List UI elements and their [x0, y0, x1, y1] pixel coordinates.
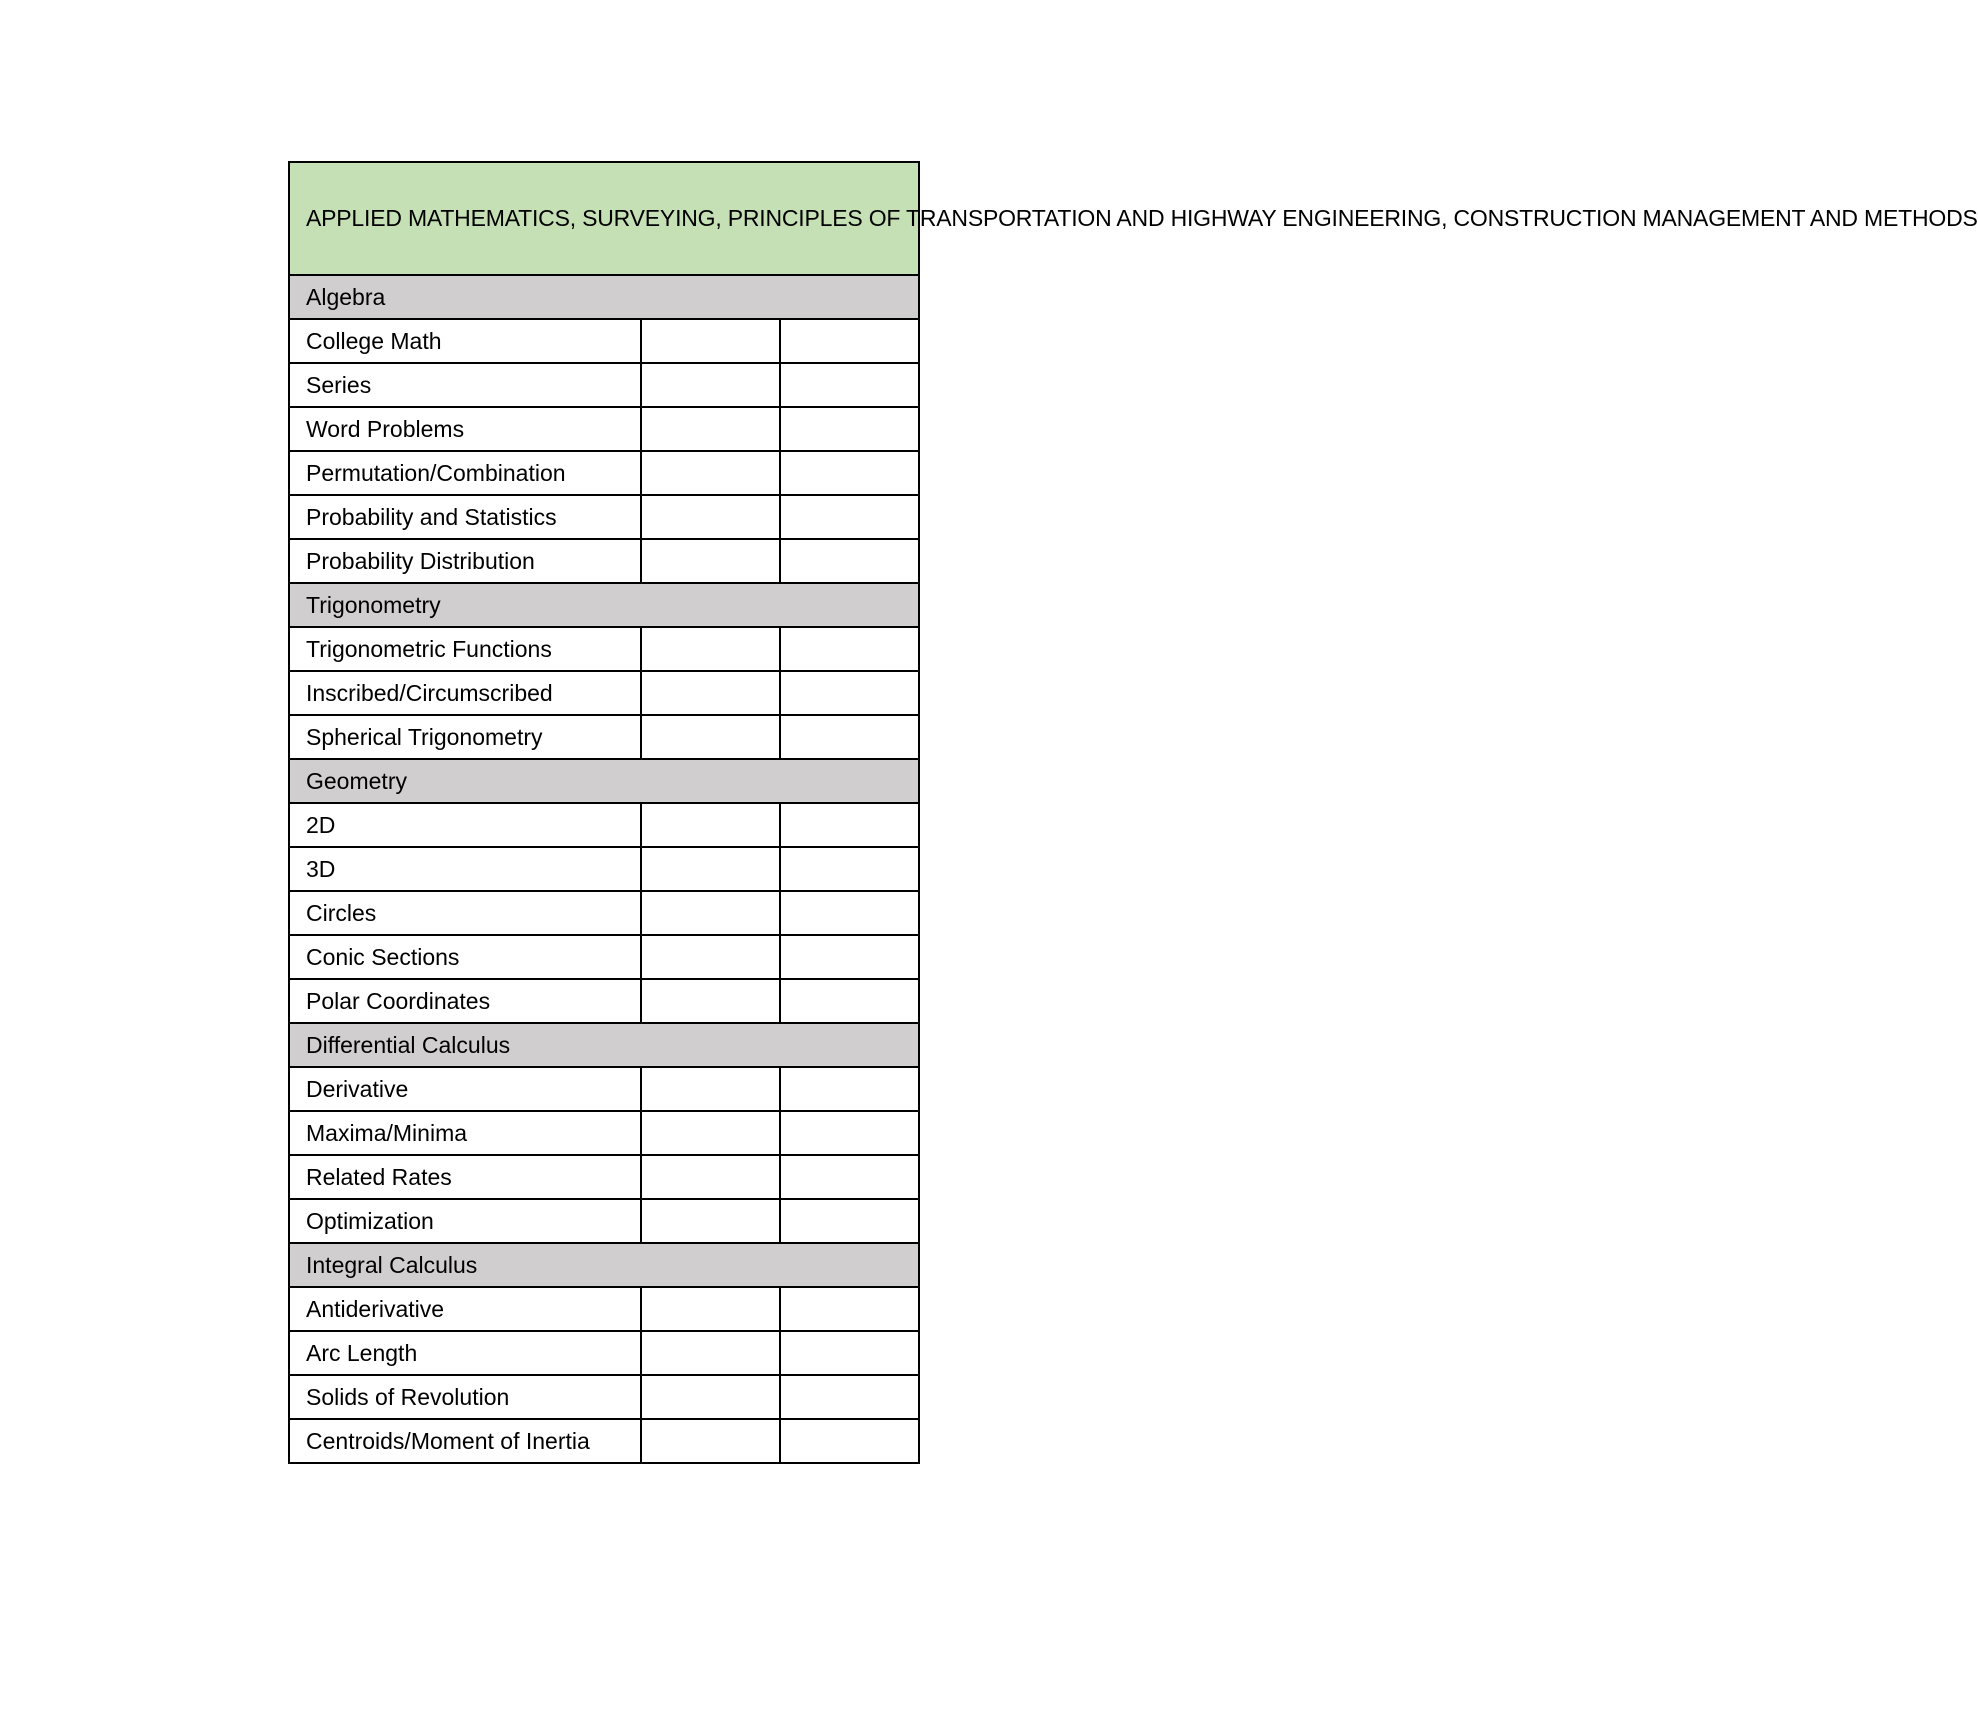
blank-cell-second	[780, 847, 919, 891]
topic-label: Trigonometric Functions	[289, 627, 641, 671]
topic-checklist-table	[288, 161, 1978, 1464]
blank-cell-first	[641, 1331, 780, 1375]
topic-row	[289, 891, 919, 935]
topic-label: 3D	[289, 847, 641, 891]
topic-label: Optimization	[289, 1199, 641, 1243]
topic-row	[289, 1331, 919, 1375]
blank-cell-first	[641, 715, 780, 759]
blank-cell-first	[641, 1419, 780, 1463]
topic-row	[289, 1199, 919, 1243]
blank-cell-first	[641, 803, 780, 847]
document-title: APPLIED MATHEMATICS, SURVEYING, PRINCIPLES OF TRANSPORTATION AND HIGHWAY ENGINEERING, CONSTRUCTION MANAGEMENT AND METHODS	[289, 162, 919, 275]
topic-label: Inscribed/Circumscribed	[289, 671, 641, 715]
blank-cell-second	[780, 407, 919, 451]
blank-cell-second	[780, 1287, 919, 1331]
topic-row	[289, 1287, 919, 1331]
topic-label: Permutation/Combination	[289, 451, 641, 495]
blank-cell-first	[641, 539, 780, 583]
blank-cell-first	[641, 319, 780, 363]
topic-row	[289, 451, 919, 495]
blank-cell-second	[780, 363, 919, 407]
topic-row	[289, 715, 919, 759]
topic-label: Derivative	[289, 1067, 641, 1111]
blank-cell-first	[641, 1287, 780, 1331]
blank-cell-first	[641, 627, 780, 671]
topic-row	[289, 847, 919, 891]
topic-label: Conic Sections	[289, 935, 641, 979]
blank-cell-second	[780, 715, 919, 759]
blank-cell-first	[641, 1199, 780, 1243]
topic-label: Spherical Trigonometry	[289, 715, 641, 759]
blank-cell-second	[780, 1067, 919, 1111]
blank-cell-second	[780, 891, 919, 935]
section-heading: Geometry	[289, 759, 919, 803]
topic-label: 2D	[289, 803, 641, 847]
topic-label: Probability and Statistics	[289, 495, 641, 539]
topic-row	[289, 407, 919, 451]
blank-cell-second	[780, 979, 919, 1023]
topic-label: College Math	[289, 319, 641, 363]
blank-cell-second	[780, 495, 919, 539]
blank-cell-second	[780, 1155, 919, 1199]
blank-cell-second	[780, 671, 919, 715]
topic-row	[289, 1067, 919, 1111]
blank-cell-first	[641, 891, 780, 935]
blank-cell-second	[780, 1111, 919, 1155]
topic-label: Word Problems	[289, 407, 641, 451]
topic-label: Maxima/Minima	[289, 1111, 641, 1155]
blank-cell-first	[641, 1375, 780, 1419]
blank-cell-first	[641, 495, 780, 539]
blank-cell-first	[641, 935, 780, 979]
topic-label: Arc Length	[289, 1331, 641, 1375]
section-heading: Differential Calculus	[289, 1023, 919, 1067]
title-row	[289, 162, 919, 275]
section-heading: Integral Calculus	[289, 1243, 919, 1287]
topic-label: Series	[289, 363, 641, 407]
blank-cell-second	[780, 803, 919, 847]
section-heading: Trigonometry	[289, 583, 919, 627]
blank-cell-second	[780, 1419, 919, 1463]
blank-cell-first	[641, 1155, 780, 1199]
topic-label: Circles	[289, 891, 641, 935]
blank-cell-first	[641, 671, 780, 715]
blank-cell-second	[780, 1331, 919, 1375]
topic-label: Solids of Revolution	[289, 1375, 641, 1419]
blank-cell-second	[780, 1375, 919, 1419]
topic-row	[289, 979, 919, 1023]
topic-label: Centroids/Moment of Inertia	[289, 1419, 641, 1463]
topic-row	[289, 1155, 919, 1199]
topic-row	[289, 319, 919, 363]
blank-cell-first	[641, 847, 780, 891]
topic-row	[289, 495, 919, 539]
topic-row	[289, 935, 919, 979]
blank-cell-first	[641, 1111, 780, 1155]
blank-cell-first	[641, 1067, 780, 1111]
topic-label: Polar Coordinates	[289, 979, 641, 1023]
blank-cell-second	[780, 539, 919, 583]
topic-row	[289, 1419, 919, 1463]
blank-cell-first	[641, 407, 780, 451]
topic-row	[289, 671, 919, 715]
topic-row	[289, 627, 919, 671]
topic-label: Antiderivative	[289, 1287, 641, 1331]
section-row	[289, 1023, 919, 1067]
topic-label: Related Rates	[289, 1155, 641, 1199]
blank-cell-first	[641, 451, 780, 495]
section-row	[289, 1243, 919, 1287]
topic-row	[289, 539, 919, 583]
topic-label: Probability Distribution	[289, 539, 641, 583]
blank-cell-first	[641, 979, 780, 1023]
topic-row	[289, 1375, 919, 1419]
section-heading: Algebra	[289, 275, 919, 319]
topic-row	[289, 363, 919, 407]
section-row	[289, 275, 919, 319]
section-row	[289, 759, 919, 803]
blank-cell-second	[780, 935, 919, 979]
blank-cell-second	[780, 627, 919, 671]
blank-cell-first	[641, 363, 780, 407]
blank-cell-second	[780, 1199, 919, 1243]
blank-cell-second	[780, 451, 919, 495]
topic-row	[289, 1111, 919, 1155]
topic-row	[289, 803, 919, 847]
section-row	[289, 583, 919, 627]
blank-cell-second	[780, 319, 919, 363]
